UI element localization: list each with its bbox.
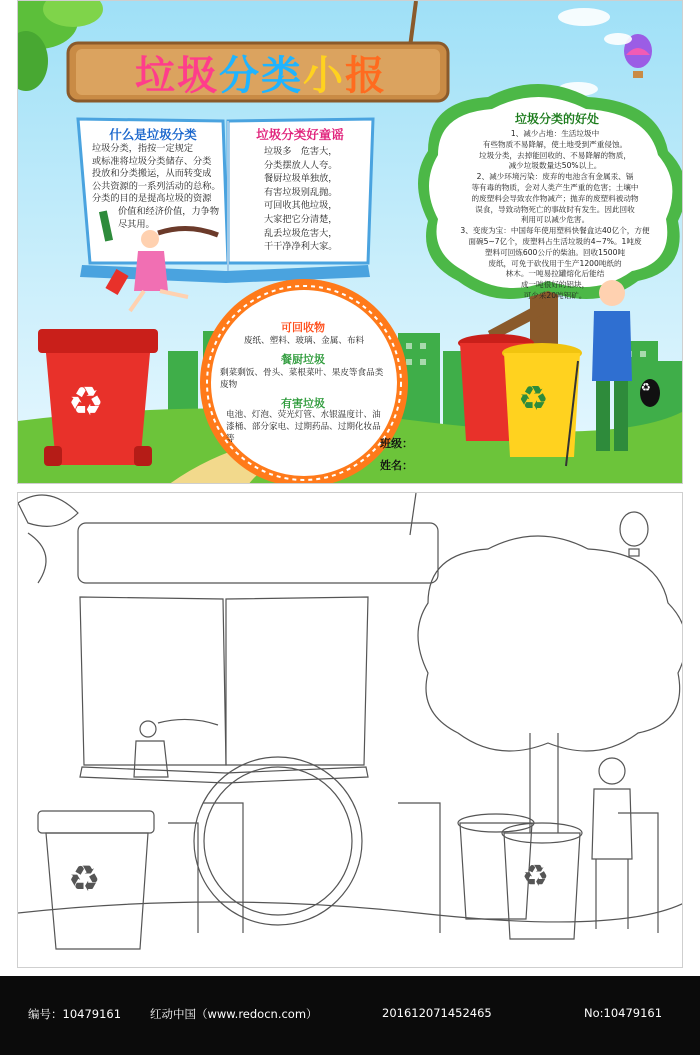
recycle-icon: ♻ [641, 381, 651, 394]
class-label: 班级： [380, 437, 413, 450]
text-line: 大家把它分清楚， [264, 213, 338, 225]
hazardous-heading: 有害垃圾 [281, 397, 325, 410]
kitchen-text: 剩菜剩饭、骨头、菜根菜叶、果皮等食品类废物 [220, 368, 384, 390]
text-line: 或标准将垃圾分类储存、分类 [92, 155, 212, 167]
text-line: 塑料可回炼600公斤的柴油。回收1500吨 [484, 247, 626, 257]
text-line: 减少垃圾数量达50%以上。 [508, 161, 602, 171]
text-line: 公共资源的一系列活动的总称。 [92, 180, 221, 192]
tree-text [442, 129, 668, 302]
hazardous-text: 电池、灯泡、荧光灯管、水银温度计、油漆桶、部分家电、过期药品、过期化妆品等 [226, 410, 381, 444]
text-line: 干干净净利大家。 [264, 241, 338, 253]
title-part: 小 [303, 52, 345, 99]
book-right-heading: 垃圾分类好童谣 [256, 127, 344, 142]
watermark-footer [0, 976, 700, 1055]
tree-heading: 垃圾分类的好处 [514, 112, 599, 126]
text-line: 面碗5~7亿个，废塑料占生活垃圾的4~7%。1吨废 [468, 236, 642, 246]
text-line: 废纸，可免于砍伐用于生产1200吨纸的 [488, 258, 622, 268]
kitchen-heading: 餐厨垃圾 [281, 353, 325, 366]
book-left-text [92, 143, 226, 231]
text-line: 尽其用。 [118, 218, 155, 230]
text-line: 利用可以减少危害。 [520, 215, 590, 225]
line-art-template [17, 492, 683, 968]
recyclable-heading: 可回收物 [281, 321, 325, 334]
date-code-text: 20161207145246​5 [382, 1006, 492, 1020]
text-line: 1、减少占地：生活垃圾中 [510, 129, 600, 138]
title-part: 报 [345, 52, 387, 99]
text-line: 的废塑料会导致农作物减产；抛弃的废塑料被动物 [471, 193, 639, 203]
text-line: 餐厨垃圾单独放， [264, 173, 338, 185]
recycle-icon: ♻ [522, 859, 549, 894]
number-text: No:10479161 [584, 1006, 663, 1020]
title-part: 垃圾 [135, 52, 219, 99]
text-line: 垃圾分类，去掉能回收的、不易降解的物质， [479, 150, 631, 160]
text-line: 有些物质不易降解，使土地受到严重侵蚀。 [482, 139, 628, 149]
text-line: 价值和经济价值，力争物 [118, 205, 220, 217]
site-text: 红动中国（www.redocn.com） [150, 1007, 318, 1021]
text-line: 等有毒的物质，会对人类产生严重的危害；土壤中 [471, 182, 639, 192]
text-line: 垃圾多 危害大， [264, 146, 338, 157]
text-line: 有害垃圾别乱抛。 [264, 186, 338, 198]
clouds [558, 8, 632, 96]
text-line: 可回收其他垃圾， [264, 200, 338, 212]
text-line: 误食，导致动物死亡的事故时有发生。因此回收 [475, 204, 635, 214]
book-right-text [264, 145, 368, 254]
recyclable-text: 废纸、塑料、玻璃、金属、布料 [243, 336, 365, 346]
recycle-icon: ♻ [518, 379, 549, 419]
recycle-icon: ♻ [68, 379, 104, 425]
text-line: 分类摆放人人夸。 [264, 159, 338, 171]
page-title [78, 45, 444, 99]
text-line: 分类的目的是提高垃圾的资源 [92, 193, 212, 205]
text-line: 成一吨很好的铝块， [520, 280, 590, 290]
line-art [18, 493, 683, 968]
name-label: 姓名： [380, 459, 413, 472]
rope [410, 1, 416, 47]
text-line: 投放和分类搬运，从而转变成 [92, 168, 212, 180]
text-line: 2、减少环境污染：废弃的电池含有金属汞、镉 [476, 172, 634, 182]
text-line: 林木。一吨易拉罐熔化后能结 [505, 269, 605, 279]
book-left-heading: 什么是垃圾分类 [109, 127, 197, 142]
text-line: 乱丢垃圾危害大， [264, 227, 338, 239]
colored-poster [17, 0, 683, 484]
text-line: 垃圾分类，指按一定规定 [92, 143, 194, 154]
title-part: 分类 [219, 52, 303, 99]
text-line: 可少采20吨铝矿。 [523, 290, 587, 300]
image-id-text: 编号：10479161 [28, 1007, 122, 1021]
recycle-icon: ♻ [68, 859, 101, 900]
text-line: 3、变废为宝：中国每年使用塑料快餐盒达40亿个，方便 [460, 226, 650, 236]
